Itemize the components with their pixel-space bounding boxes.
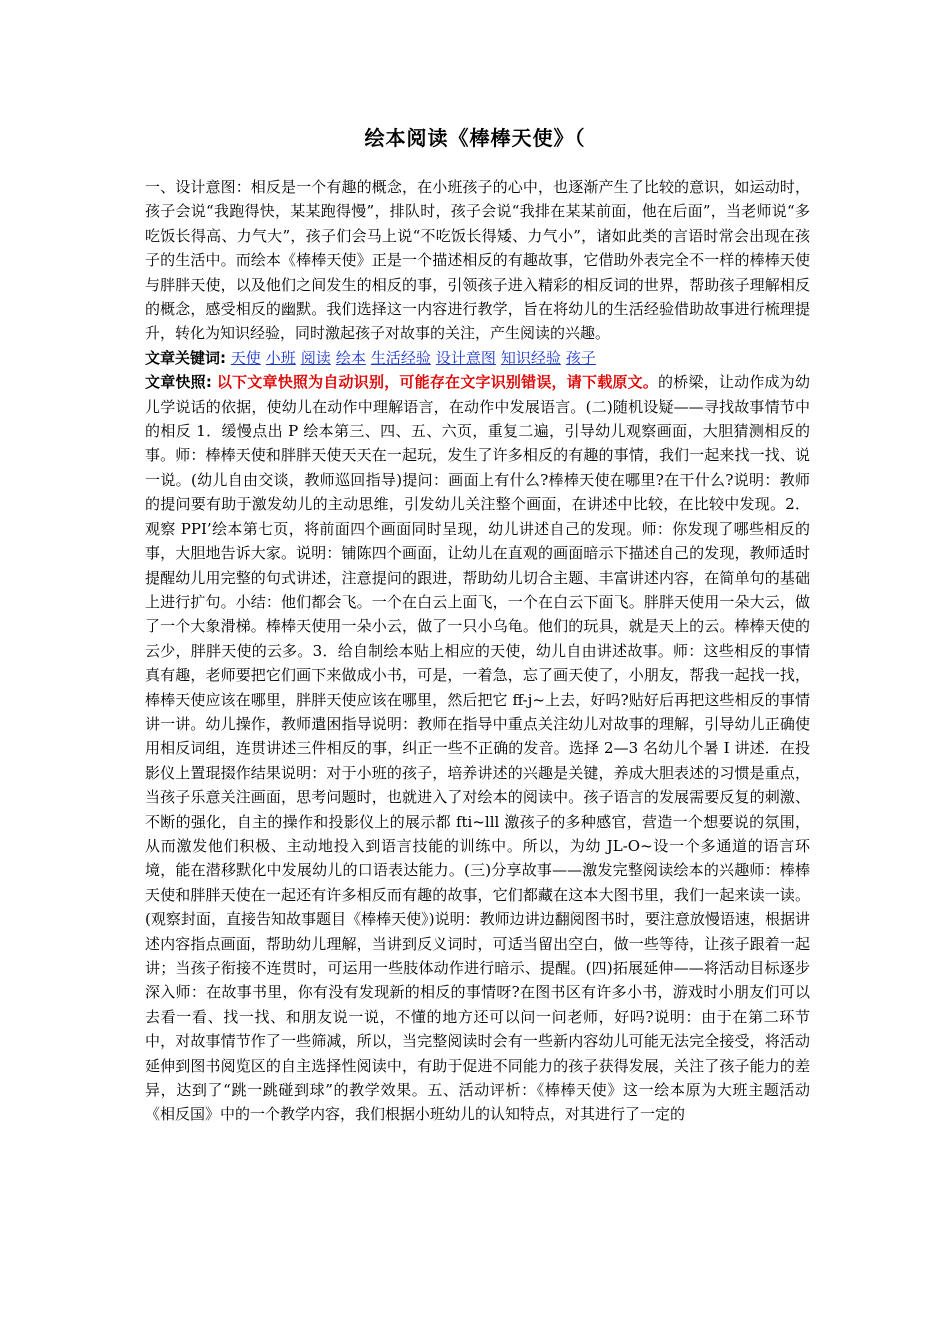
- snapshot-text: 的桥梁，让动作成为幼儿学说话的依据，使幼儿在动作中理解语言，在动作中发展语言。(二)随机设疑——寻找故事情节中的相反 1．缓慢点出 P 绘本第三、四、五、六页，重复二遍，引导幼儿观察画面，大胆猜测相反的事。师：棒棒天使和胖胖天使天天在一起玩，发生了许多相反的有趣的事情，我们一起来找一找、说一说。(幼儿自由交谈，教师巡回指导)提问：画面上有什么?棒棒天使在哪里?在干什么?说明：教师的提问要有助于激发幼儿的主动思维，引发幼儿关注整个画面，在讲述中比较，在比较中发现。2．观察 PPI’绘本第七页，将前面四个画面同时呈现，幼儿讲述自己的发现。师：你发现了哪些相反的事，大胆地告诉大家。说明：铺陈四个画面，让幼儿在直观的画面暗示下描述自己的发现，教师适时提醒幼儿用完整的句式讲述，注意提问的跟进，帮助幼儿切合主题、丰富讲述内容，在简单句的基础上进行扩句。小结：他们都会飞。一个在白云上面飞，一个在白云下面飞。胖胖天使用一朵大云，做了一个大象滑梯。棒棒天使用一朵小云，做了一只小乌龟。他们的玩具，就是天上的云。棒棒天使的云少，胖胖天使的云多。3．给自制绘本贴上相应的天使，幼儿自由讲述故事。师：这些相反的事情真有趣，老师要把它们画下来做成小书，可是，一着急，忘了画天使了，小朋友，帮我一起找一找，棒棒天使应该在哪里，胖胖天使应该在哪里，然后把它 ff-j~上去，好吗?贴好后再把这些相反的事情讲一讲。幼儿操作，教师遣困指导说明：教师在指导中重点关注幼儿对故事的理解，引导幼儿正确使用相反词组，连贯讲述三件相反的事，纠正一些不正确的发音。选择 2—3 名幼儿个暑 I 讲述．在投影仪上置琨掇作结果说明：对于小班的孩子，培养讲述的兴趣是关键，养成大胆表述的习惯是重点，当孩子乐意关注画面，思考问题时，也就进入了对绘本的阅读中。孩子语言的发展需要反复的刺激、不断的强化，自主的操作和投影仪上的展示都 fti~lll 激孩子的多种感官，营造一个想要说的氛围，从而激发他们积极、主动地投入到语言技能的训练中。所以，为幼 JL-O~设一个多通道的语言环境，能在潜移默化中发展幼儿的口语表达能力。(三)分享故事——激发完整阅读绘本的兴趣师：棒棒天使和胖胖天使在一起还有许多相反而有趣的故事，它们都藏在这本大图书里，我们一起来读一读。(观察封面，直接告知故事题目《棒棒天使》)说明：教师边讲边翻阅图书时，要注意放慢语速，根据讲述内容指点画面，帮助幼儿理解，当讲到反义词时，可适当留出空白，做一些等待，让孩子跟着一起讲；当孩子衔接不连贯时，可运用一些肢体动作进行暗示、提醒。(四)拓展延伸——将活动目标逐步深入师：在故事书里，你有没有发现新的相反的事情呀?在图书区有许多小书，游戏时小朋友们可以去看一看、找一找、和朋友说一说，不懂的地方还可以问一问老师，好吗?说明：由于在第二环节中，对故事情节作了一些筛减，所以，当完整阅读时会有一些新内容幼儿可能无法完全接受，将活动延伸到图书阅览区的自主选择性阅读中，有助于促进不同能力的孩子获得发展，关注了孩子能力的差异，达到了“跳一跳碰到球”的教学效果。五、活动评析：《棒棒天使》这一绘本原为大班主题活动《相反国》中的一个教学内容，我们根据小班幼儿的认知特点，对其进行了一定的: [145, 373, 810, 1124]
- keyword-link-shenghuojingyan[interactable]: 生活经验: [370, 348, 431, 367]
- keyword-link-yuedu[interactable]: 阅读: [300, 348, 331, 367]
- keyword-link-shejiyitu[interactable]: 设计意图: [435, 348, 496, 367]
- keyword-link-tianshi[interactable]: 天使: [230, 348, 261, 367]
- document-title: 绘本阅读《棒棒天使》（: [364, 126, 586, 150]
- design-intent-paragraph: 一、设计意图：相反是一个有趣的概念，在小班孩子的心中，也逐渐产生了比较的意识，如运动时，孩子会说“我跑得快，某某跑得慢”，排队时，孩子会说“我排在某某前面，他在后面”，当老师说“多吃饭长得高、力气大”，孩子们会马上说“不吃饭长得矮、力气小”，诸如此类的言语时常会出现在孩子的生活中。而绘本《棒棒天使》正是一个描述相反的有趣故事，它借助外表完全不一样的棒棒天使与胖胖天使，以及他们之间发生的相反的事，引领孩子进入精彩的相反词的世界，帮助孩子理解相反的概念，感受相反的幽默。我们选择这一内容进行教学，旨在将幼儿的生活经验借助故事进行梳理提升，转化为知识经验，同时激起孩子对故事的关注，产生阅读的兴趣。: [145, 178, 810, 343]
- keyword-link-haizi[interactable]: 孩子: [565, 348, 596, 367]
- keyword-link-zhishijingyan[interactable]: 知识经验: [500, 348, 561, 367]
- keyword-link-xiaoban[interactable]: 小班: [265, 348, 296, 367]
- snapshot-paragraph: [145, 370, 810, 1127]
- document-body: [145, 175, 810, 1127]
- keywords-label: 文章关键词:: [145, 348, 226, 367]
- keywords-line: [145, 346, 810, 370]
- snapshot-label: 文章快照:: [145, 373, 212, 392]
- snapshot-ocr-notice: 以下文章快照为自动识别，可能存在文字识别错误，请下载原文。: [216, 373, 659, 392]
- keyword-link-huiben[interactable]: 绘本: [335, 348, 366, 367]
